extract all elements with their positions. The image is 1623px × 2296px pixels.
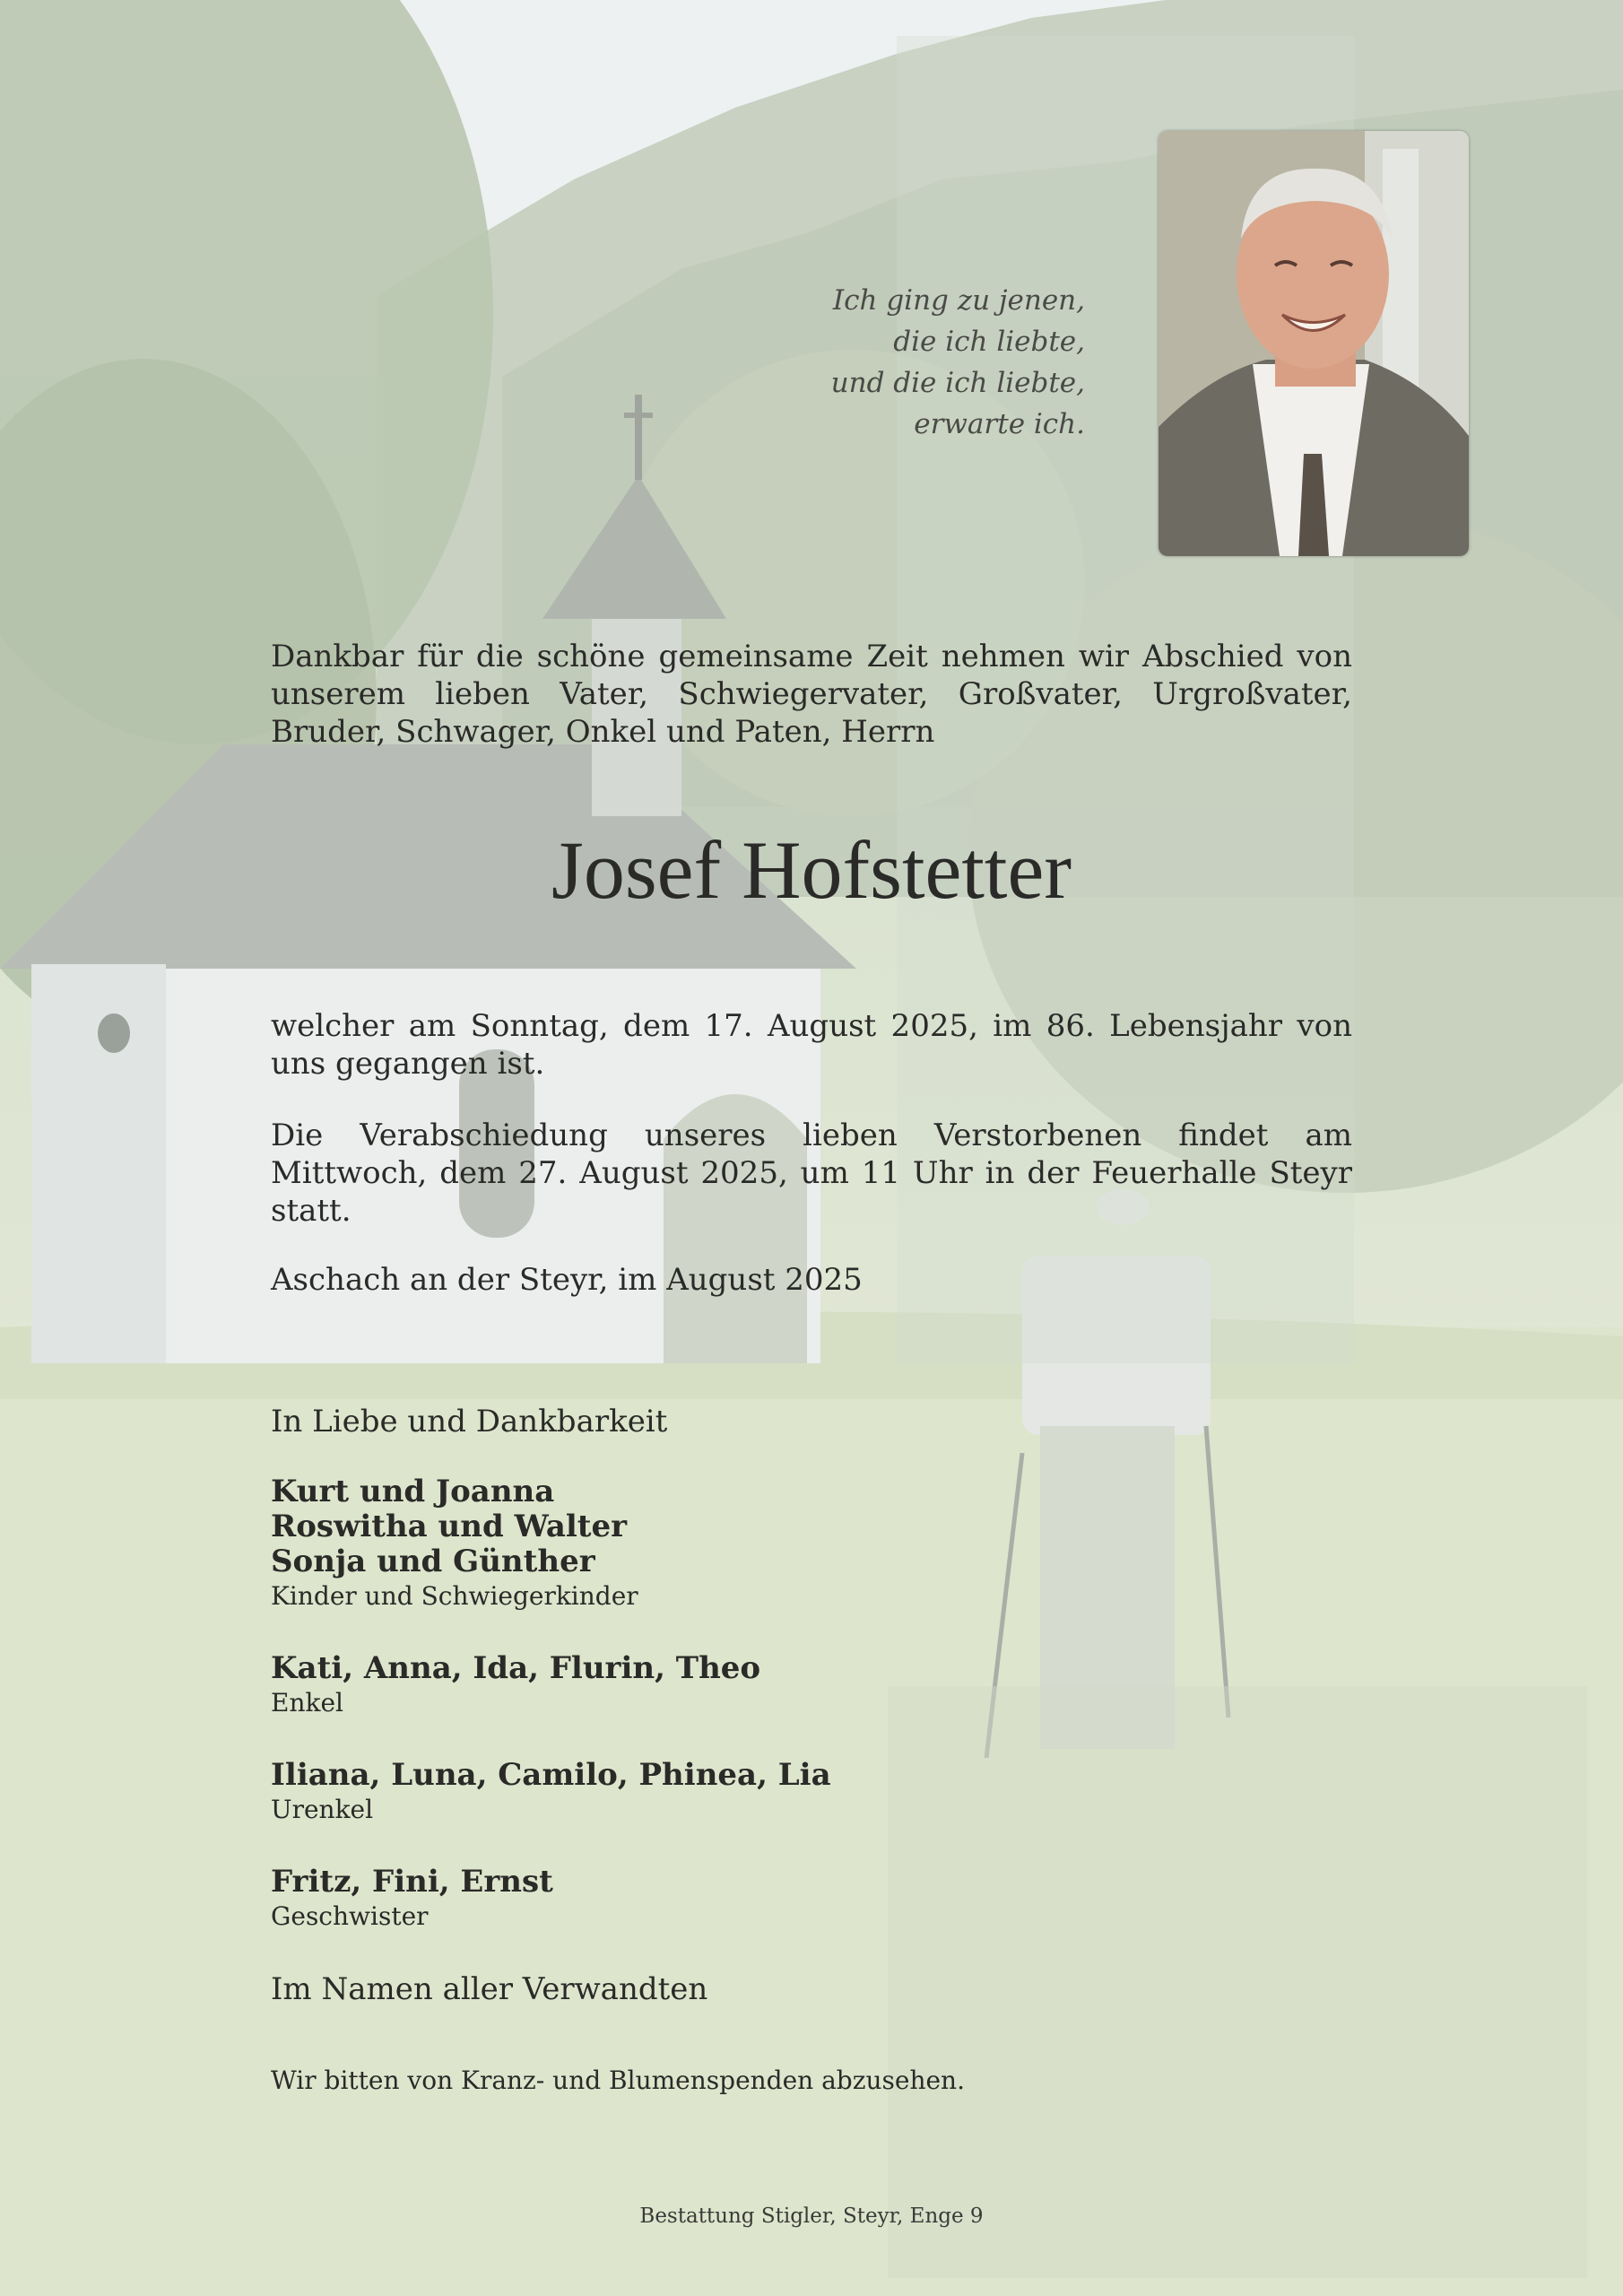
ceremony-details: Die Verabschiedung unseres lieben Verstorbenen findet am Mittwoch, dem 27. August 2025, um 11 Uhr in der Feuerhalle Steyr statt. xyxy=(271,1118,1352,1229)
footer-funeral-home: Bestattung Stigler, Steyr, Enge 9 xyxy=(639,2205,984,2228)
family-names: Sonja und Günther xyxy=(271,1544,595,1579)
family-names: Iliana, Luna, Camilo, Phinea, Lia xyxy=(271,1757,831,1793)
quote-line: Ich ging zu jenen, xyxy=(832,284,1085,317)
quote-line: und die ich liebte, xyxy=(830,367,1085,399)
family-group-great-grandchildren xyxy=(271,1758,1352,1827)
family-group-siblings xyxy=(271,1865,1352,1934)
family-names: Roswitha und Walter xyxy=(271,1509,628,1544)
family-relation: Geschwister xyxy=(271,1901,429,1931)
quote-line: die ich liebte, xyxy=(893,326,1085,358)
flower-request: Wir bitten von Kranz- und Blumenspenden abzusehen. xyxy=(271,2066,965,2095)
closing-line: In Liebe und Dankbarkeit xyxy=(271,1404,668,1439)
family-relation: Kinder und Schwiegerkinder xyxy=(271,1581,638,1611)
family-relation: Urenkel xyxy=(271,1795,374,1824)
intro-paragraph: Dankbar für die schöne gemeinsame Zeit nehmen wir Abschied von unserem lieben Vater, Schwiegervater, Großvater, Urgroßvater, Bruder, Schwager, Onkel und Paten, Herrn xyxy=(271,639,1352,750)
portrait-illustration xyxy=(1159,131,1469,556)
death-notice: welcher am Sonntag, dem 17. August 2025, im 86. Lebensjahr von uns gegangen ist. xyxy=(271,1008,1352,1082)
family-relation: Enkel xyxy=(271,1688,343,1718)
family-names: Kati, Anna, Ida, Flurin, Theo xyxy=(271,1650,761,1686)
portrait-photo xyxy=(1159,131,1469,556)
memorial-quote xyxy=(735,280,1085,445)
family-names: Fritz, Fini, Ernst xyxy=(271,1864,553,1900)
family-names: Kurt und Joanna xyxy=(271,1474,555,1509)
quote-line: erwarte ich. xyxy=(914,408,1085,440)
family-group-children xyxy=(271,1474,1352,1613)
family-group-grandchildren xyxy=(271,1651,1352,1720)
on-behalf-line: Im Namen aller Verwandten xyxy=(271,1971,708,2007)
place-date: Aschach an der Steyr, im August 2025 xyxy=(271,1262,863,1298)
deceased-name: Josef Hofstetter xyxy=(551,824,1072,916)
